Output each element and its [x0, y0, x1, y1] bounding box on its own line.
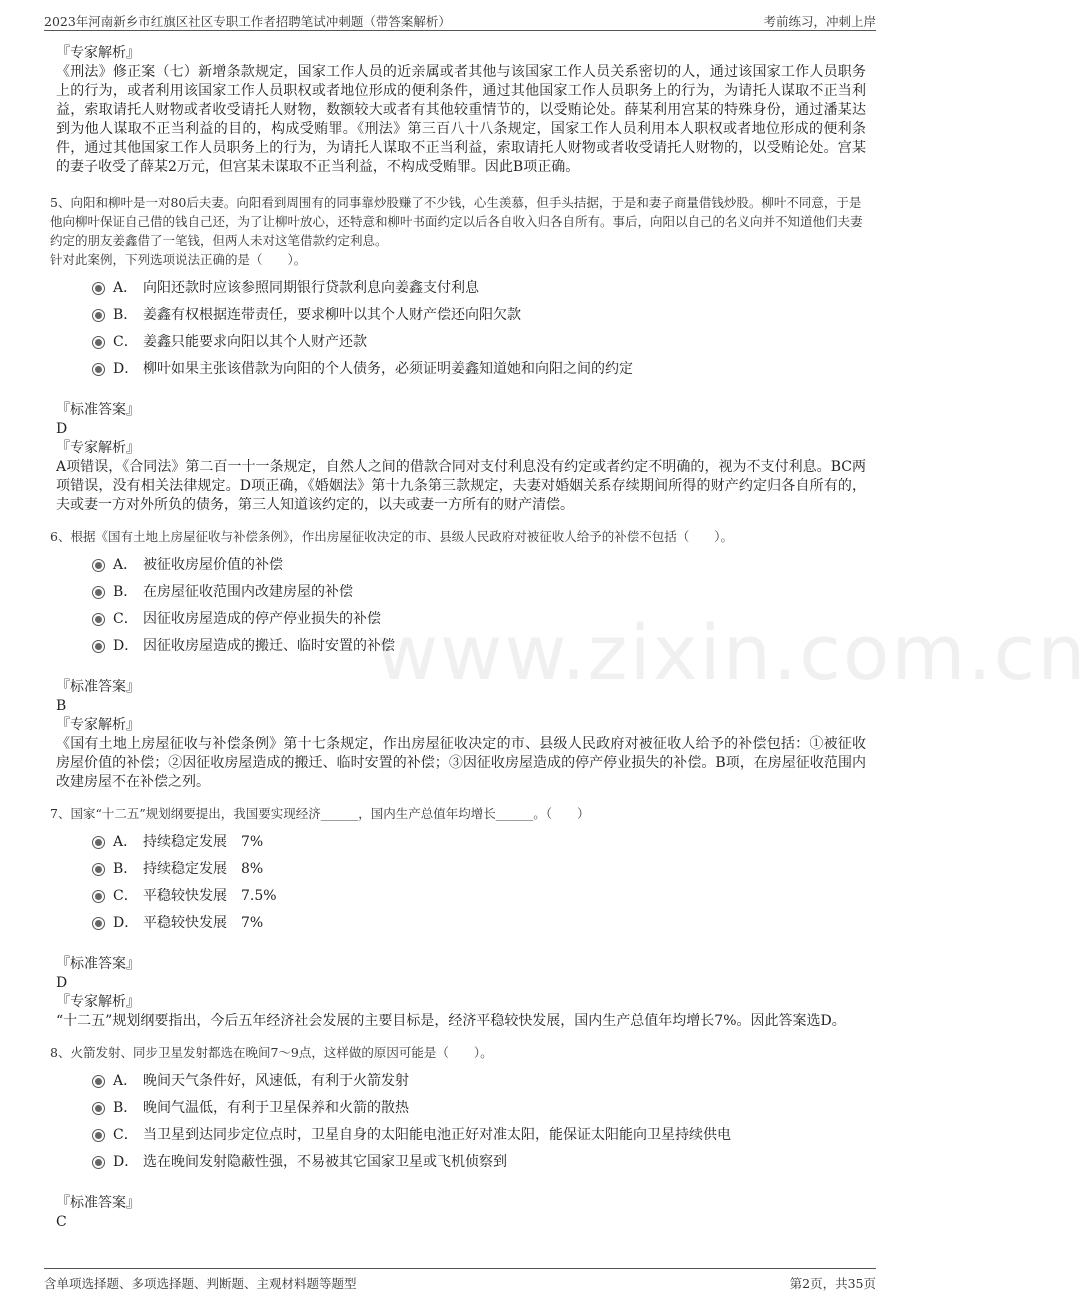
option-list — [92, 550, 866, 658]
option-c[interactable]: C． 姜鑫只能要求向阳以其个人财产还款 — [92, 327, 866, 354]
question-stem: 8、火箭发射、同步卫星发射都选在晚间7～9点，这样做的原因可能是（ ）。 — [50, 1045, 493, 1060]
option-d[interactable]: D． 柳叶如果主张该借款为向阳的个人债务，必须证明姜鑫知道她和向阳之间的约定 — [92, 354, 866, 381]
option-a[interactable]: A． 向阳还款时应该参照同期银行贷款利息向姜鑫支付利息 — [92, 273, 866, 300]
radio-icon[interactable] — [92, 559, 105, 572]
radio-icon[interactable] — [92, 1156, 105, 1169]
analysis-text: 《刑法》修正案（七）新增条款规定，国家工作人员的近亲属或者其他与该国家工作人员关系密切的人，通过该国家工作人员职务上的行为，或者利用该国家工作人员职权或者地位形成的便利条件，通过其他国家工作人员职务上的行为，为请托人谋取不正当利益，索取请托人财物或者收受请托人财物，数额较大或者有其他较重情节的，以受贿论处。薛某利用宫某的特殊身份，通过潘某达到为他人谋取不正当利益的目的，构成受贿罪。《刑法》第三百八十八条规定，国家工作人员利用本人职权或者地位形成的便利条件，通过其他国家工作人员职务上的行为，为请托人谋取不正当利益，索取请托人财物或者收受请托人财物的，以受贿论处。宫某的妻子收受了薛某2万元，但宫某未谋取不正当利益，不构成受贿罪。因此B项正确。 — [56, 64, 866, 175]
radio-icon[interactable] — [92, 282, 105, 295]
standard-answer-label: 『标准答案』 — [56, 1195, 140, 1211]
footer-question-types: 含单项选择题、多项选择题、判断题、主观材料题等题型 — [44, 1276, 357, 1291]
standard-answer: B — [56, 698, 67, 714]
option-list — [92, 1066, 866, 1174]
standard-answer-label: 『标准答案』 — [56, 956, 140, 972]
option-d[interactable]: D． 选在晚间发射隐蔽性强，不易被其它国家卫星或飞机侦察到 — [92, 1147, 866, 1174]
option-b[interactable]: B． 姜鑫有权根据连带责任，要求柳叶以其个人财产偿还向阳欠款 — [92, 300, 866, 327]
option-c[interactable]: C． 平稳较快发展 7.5% — [92, 881, 866, 908]
radio-icon[interactable] — [92, 586, 105, 599]
radio-icon[interactable] — [92, 309, 105, 322]
question-stem: 7、国家“十二五”规划纲要提出，我国要实现经济______，国内生产总值年均增长______。（ ） — [50, 806, 590, 821]
radio-icon[interactable] — [92, 363, 105, 376]
radio-icon[interactable] — [92, 917, 105, 930]
page-content — [50, 44, 866, 1232]
standard-answer: C — [56, 1214, 67, 1230]
question-prompt: 针对此案例，下列选项说法正确的是（ ）。 — [50, 252, 307, 267]
option-list — [92, 827, 866, 935]
header-slogan: 考前练习，冲刺上岸 — [763, 14, 876, 29]
analysis-text: “十二五”规划纲要指出，今后五年经济社会发展的主要目标是，经济平稳较快发展，国内生产总值年均增长7%。因此答案选D。 — [56, 1013, 846, 1029]
option-a[interactable]: A． 晚间天气条件好，风速低，有利于火箭发射 — [92, 1066, 866, 1093]
radio-icon[interactable] — [92, 1129, 105, 1142]
radio-icon[interactable] — [92, 1102, 105, 1115]
radio-icon[interactable] — [92, 1075, 105, 1088]
question-stem: 6、根据《国有土地上房屋征收与补偿条例》，作出房屋征收决定的市、县级人民政府对被征收人给予的补偿不包括（ ）。 — [50, 529, 733, 544]
expert-analysis-label: 『专家解析』 — [56, 45, 140, 61]
standard-answer-label: 『标准答案』 — [56, 402, 140, 418]
option-d[interactable]: D． 平稳较快发展 7% — [92, 908, 866, 935]
expert-analysis-label: 『专家解析』 — [56, 440, 140, 456]
expert-analysis-label: 『专家解析』 — [56, 994, 140, 1010]
document-title: 2023年河南新乡市红旗区社区专职工作者招聘笔试冲刺题（带答案解析） — [44, 14, 451, 29]
radio-icon[interactable] — [92, 863, 105, 876]
standard-answer: D — [56, 975, 68, 991]
option-a[interactable]: A． 被征收房屋价值的补偿 — [92, 550, 866, 577]
analysis-text: 《国有土地上房屋征收与补偿条例》第十七条规定，作出房屋征收决定的市、县级人民政府对被征收人给予的补偿包括：①被征收房屋价值的补偿；②因征收房屋造成的搬迁、临时安置的补偿；③因征收房屋造成的停产停业损失的补偿。B项，在房屋征收范围内改建房屋不在补偿之列。 — [56, 736, 866, 790]
option-c[interactable]: C． 当卫星到达同步定位点时，卫星自身的太阳能电池正好对准太阳，能保证太阳能向卫星持续供电 — [92, 1120, 866, 1147]
option-b[interactable]: B． 晚间气温低，有利于卫星保养和火箭的散热 — [92, 1093, 866, 1120]
watermark: www.zixin.com.cn — [376, 608, 1088, 697]
analysis-text: A项错误，《合同法》第二百一十一条规定，自然人之间的借款合同对支付利息没有约定或者约定不明确的，视为不支付利息。BC两项错误，没有相关法律规定。D项正确，《婚姻法》第十九条第三款规定，夫妻对婚姻关系存续期间所得的财产约定归各自所有的，夫或妻一方对外所负的债务，第三人知道该约定的，以夫或妻一方所有的财产清偿。 — [56, 459, 866, 513]
option-d[interactable]: D． 因征收房屋造成的搬迁、临时安置的补偿 — [92, 631, 866, 658]
radio-icon[interactable] — [92, 613, 105, 626]
expert-analysis-label: 『专家解析』 — [56, 717, 140, 733]
option-b[interactable]: B． 持续稳定发展 8% — [92, 854, 866, 881]
standard-answer-label: 『标准答案』 — [56, 679, 140, 695]
radio-icon[interactable] — [92, 836, 105, 849]
standard-answer: D — [56, 421, 68, 437]
page-header — [44, 8, 876, 31]
page-number: 第2页，共35页 — [789, 1276, 876, 1291]
radio-icon[interactable] — [92, 640, 105, 653]
option-list — [92, 273, 866, 381]
option-a[interactable]: A． 持续稳定发展 7% — [92, 827, 866, 854]
radio-icon[interactable] — [92, 890, 105, 903]
question-stem: 5、向阳和柳叶是一对80后夫妻。向阳看到周围有的同事靠炒股赚了不少钱，心生羡慕，但手头拮据，于是和妻子商量借钱炒股。柳叶不同意，于是他向柳叶保证自己借的钱自己还，为了让柳叶放心，还特意和柳叶书面约定以后各自收入归各自所有。事后，向阳以自己的名义向并不知道他们夫妻约定的朋友姜鑫借了一笔钱，但两人未对这笔借款约定利息。 — [50, 195, 863, 248]
radio-icon[interactable] — [92, 336, 105, 349]
option-c[interactable]: C． 因征收房屋造成的停产停业损失的补偿 — [92, 604, 866, 631]
option-b[interactable]: B． 在房屋征收范围内改建房屋的补偿 — [92, 577, 866, 604]
page-footer — [44, 1268, 876, 1295]
